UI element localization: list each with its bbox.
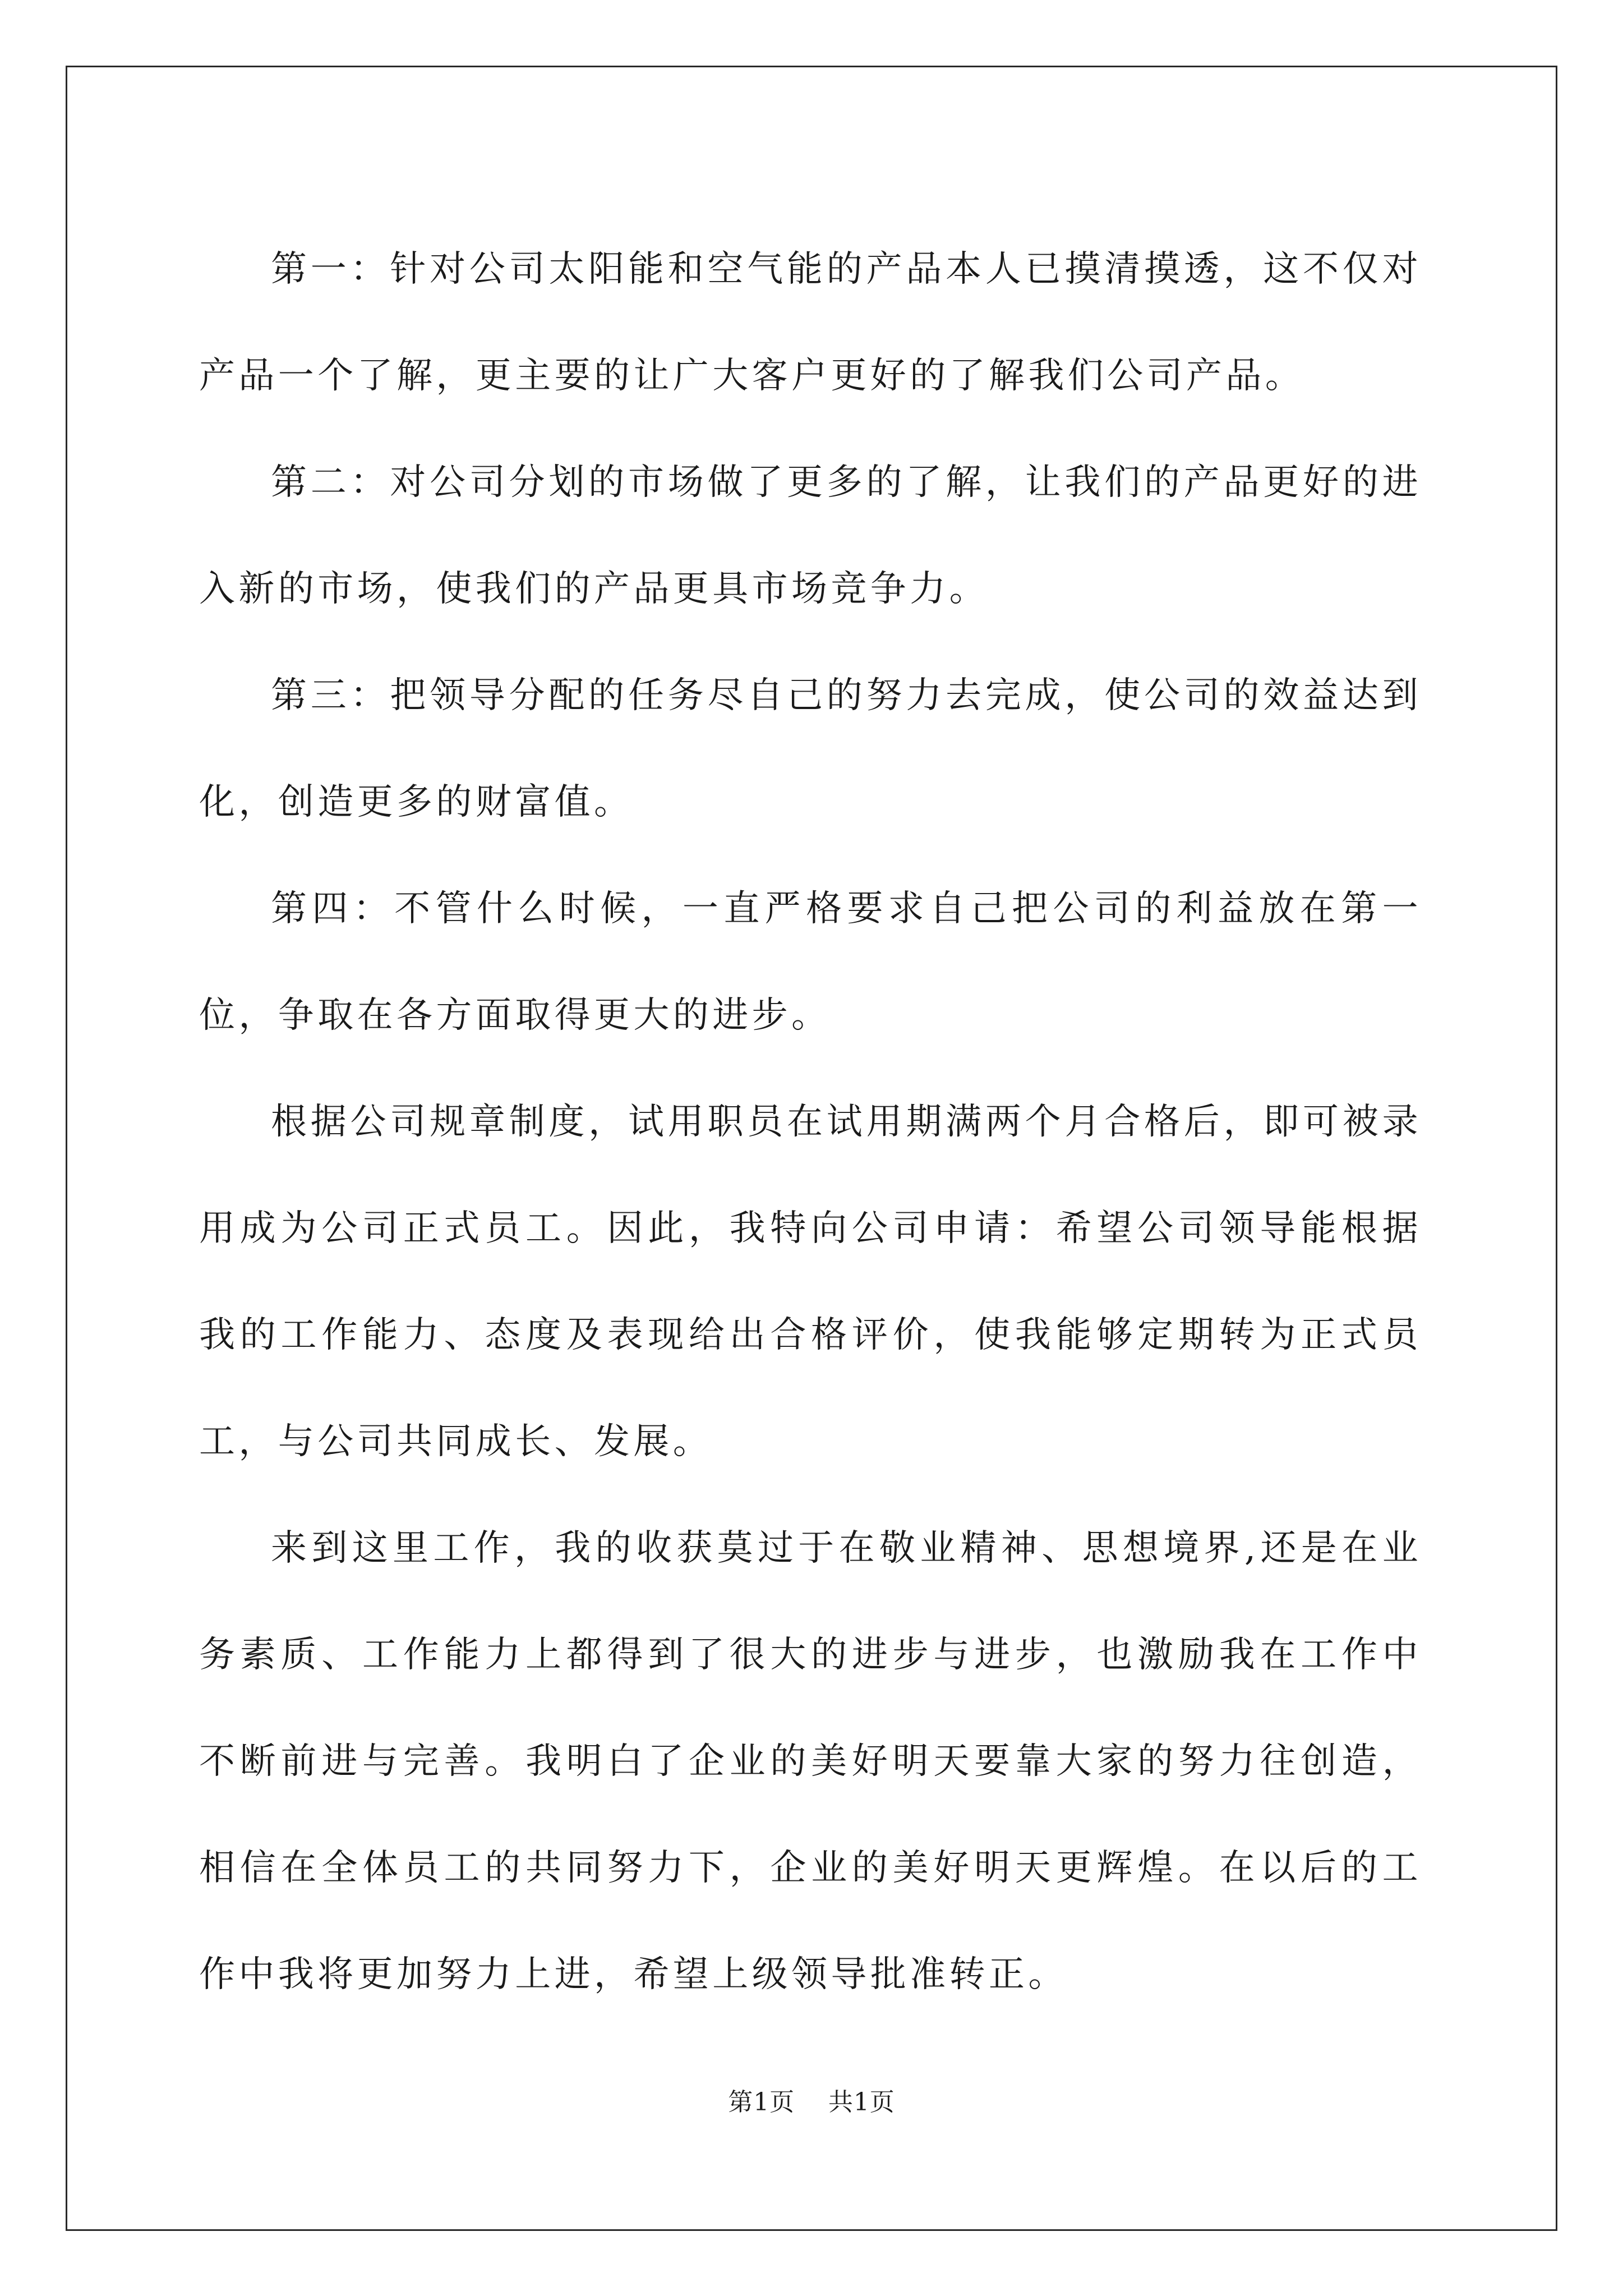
paragraph-5: 根据公司规章制度，试用职员在试用期满两个月合格后，即可被录用成为公司正式员工。因此，我特向公司申请：希望公司领导能根据我的工作能力、态度及表现给出合格评价，使我能够定期转为正式员工，与公司共同成长、发展。 — [199, 1101, 1422, 1462]
document-body — [199, 216, 1422, 2028]
paragraph-3: 第三：把领导分配的任务尽自己的努力去完成，使公司的效益达到化，创造更多的财富值。 — [199, 675, 1422, 823]
paragraph-4: 第四：不管什么时候，一直严格要求自己把公司的利益放在第一位，争取在各方面取得更大的进步。 — [199, 888, 1422, 1036]
page-total: 共1页 — [828, 2088, 895, 2116]
paragraph-6: 来到这里工作，我的收获莫过于在敬业精神、思想境界,还是在业务素质、工作能力上都得到了很大的进步与进步，也激励我在工作中不断前进与完善。我明白了企业的美好明天要靠大家的努力往创造，相信在全体员工的共同努力下，企业的美好明天更辉煌。在以后的工作中我将更加努力上进，希望上级领导批准转正。 — [199, 1527, 1422, 1995]
paragraph-1: 第一：针对公司太阳能和空气能的产品本人已摸清摸透，这不仅对产品一个了解，更主要的让广大客户更好的了解我们公司产品。 — [199, 249, 1422, 397]
page-footer — [0, 2086, 1623, 2119]
paragraph-2: 第二：对公司分划的市场做了更多的了解，让我们的产品更好的进入新的市场，使我们的产品更具市场竞争力。 — [199, 462, 1422, 610]
page-number: 第1页 — [728, 2088, 795, 2116]
